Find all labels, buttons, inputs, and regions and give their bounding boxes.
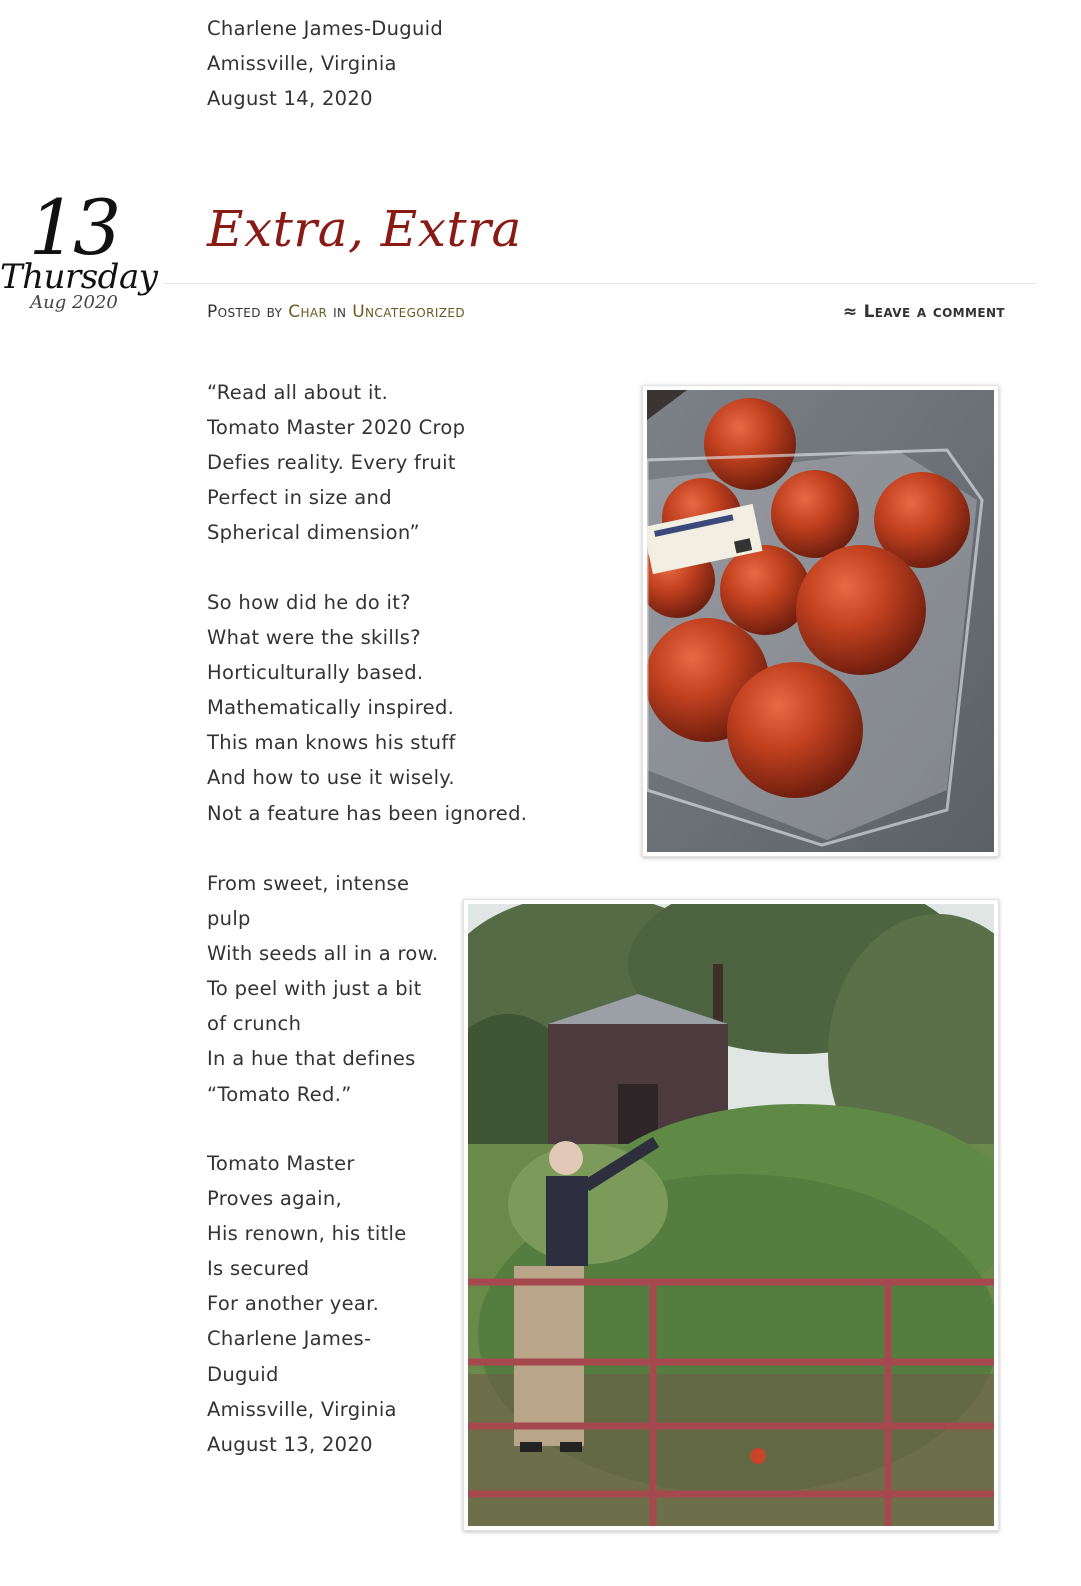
poem-line: Proves again, <box>207 1187 342 1211</box>
poem-line: Tomato Master <box>207 1152 355 1175</box>
post-title[interactable]: Extra, Extra <box>207 200 522 258</box>
signature-date: August 14, 2020 <box>207 87 373 111</box>
poem-line: This man knows his stuff <box>207 731 456 755</box>
poem-line: Defies reality. Every fruit <box>207 451 456 475</box>
post-date <box>0 183 158 313</box>
post-date-month: Aug 2020 <box>30 292 118 313</box>
poem-line: Horticulturally based. <box>207 661 424 685</box>
poem-line: “Tomato Red.” <box>207 1082 352 1106</box>
poem-line: Charlene James- <box>207 1327 372 1351</box>
signature-name: Charlene James-Duguid <box>207 17 444 40</box>
poem-line: of crunch <box>207 1012 302 1036</box>
leave-comment-link[interactable] <box>843 300 1005 324</box>
post-meta <box>207 300 465 324</box>
poem-stanza-2 <box>207 585 527 831</box>
poem-line: What were the skills? <box>207 626 421 650</box>
poem-line: His renown, his title <box>207 1222 407 1246</box>
poem-line: Amissville, Virginia <box>207 1397 397 1421</box>
poem-stanza-1 <box>207 375 465 550</box>
author-link[interactable]: Char <box>288 302 328 322</box>
poem-line: pulp <box>207 907 251 931</box>
poem-line: And how to use it wisely. <box>207 766 455 790</box>
poem-line: Is secured <box>207 1257 310 1281</box>
approx-icon: ≈ <box>842 302 858 322</box>
post-date-weekday: Thursday <box>0 257 158 297</box>
poem-line: Spherical dimension” <box>207 521 420 545</box>
poem-line: Perfect in size and <box>207 486 392 510</box>
posted-by-label: Posted by <box>207 302 283 322</box>
poem-line: Tomato Master 2020 Crop <box>207 416 466 440</box>
category-link[interactable]: Uncategorized <box>352 302 466 322</box>
poem-stanza-4 <box>207 1146 407 1462</box>
poem-line: “Read all about it. <box>207 381 389 404</box>
poem-line: For another year. <box>207 1292 380 1316</box>
poem-stanza-3 <box>207 866 439 1112</box>
signature-location: Amissville, Virginia <box>207 52 397 76</box>
title-divider <box>164 283 1036 284</box>
poem-line: Mathematically inspired. <box>207 696 455 720</box>
tomatoes-image <box>647 390 994 852</box>
garden-photo[interactable] <box>463 899 999 1531</box>
poem-line: So how did he do it? <box>207 591 411 614</box>
poem-line: August 13, 2020 <box>207 1432 373 1456</box>
poem-line: From sweet, intense <box>207 872 410 895</box>
previous-post-signature <box>207 11 443 116</box>
poem-line: To peel with just a bit <box>207 977 422 1001</box>
in-label: in <box>333 302 347 322</box>
poem-line: In a hue that defines <box>207 1047 416 1071</box>
poem-line: Duguid <box>207 1362 279 1386</box>
poem-line: With seeds all in a row. <box>207 942 439 966</box>
leave-comment-label[interactable]: Leave a comment <box>863 302 1005 322</box>
tomatoes-photo[interactable] <box>642 385 999 857</box>
poem-line: Not a feature has been ignored. <box>207 801 528 825</box>
garden-image <box>468 904 994 1526</box>
post-date-day: 13 <box>28 183 118 272</box>
